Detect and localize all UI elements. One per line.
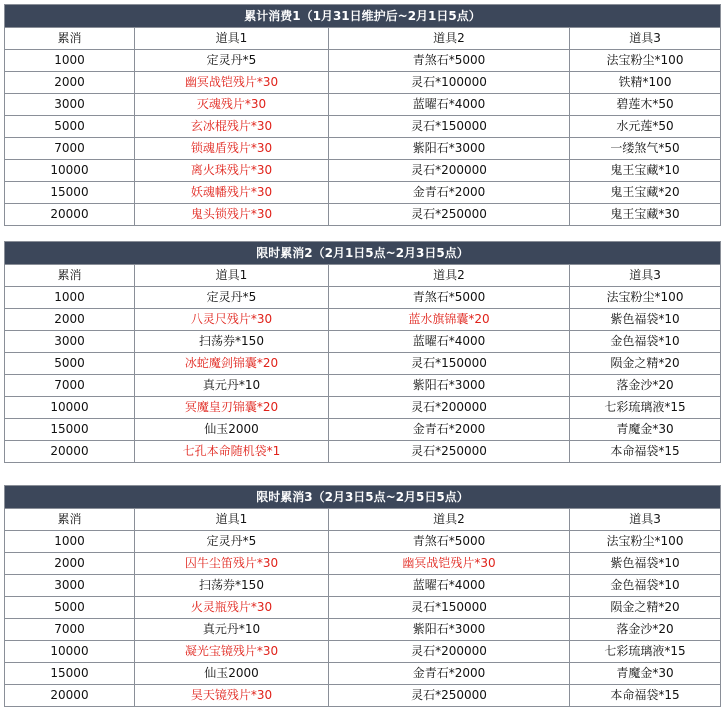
item-cell: 法宝粉尘*100 [570,287,721,309]
table-row [5,50,721,72]
item-cell: 法宝粉尘*100 [570,50,721,72]
item-cell: 仙玉2000 [135,419,329,441]
threshold-cell: 2000 [5,553,135,575]
threshold-cell: 2000 [5,72,135,94]
item-cell: 鬼王宝藏*10 [570,160,721,182]
table-row [5,663,721,685]
threshold-cell: 3000 [5,331,135,353]
item-cell: 定灵丹*5 [135,531,329,553]
header-row [5,509,721,531]
item-cell: 凝光宝镜残片*30 [135,641,329,663]
item-cell: 铁精*100 [570,72,721,94]
item-cell: 玄冰棍残片*30 [135,116,329,138]
item-cell: 七彩琉璃液*15 [570,397,721,419]
item-cell: 本命福袋*15 [570,685,721,707]
item-cell: 蓝曜石*4000 [329,331,570,353]
item-cell: 定灵丹*5 [135,287,329,309]
item-cell: 青煞石*5000 [329,50,570,72]
item-cell: 灵石*250000 [329,685,570,707]
item-cell: 灵石*150000 [329,353,570,375]
table-row [5,116,721,138]
threshold-cell: 2000 [5,309,135,331]
threshold-cell: 5000 [5,597,135,619]
item-cell: 灵石*250000 [329,204,570,226]
item-cell: 蓝水旗锦囊*20 [329,309,570,331]
table-row [5,72,721,94]
reward-table-1 [4,4,721,226]
reward-table-3 [4,485,721,707]
item-cell: 灵石*200000 [329,397,570,419]
item-cell: 幽冥战铠残片*30 [135,72,329,94]
item-cell: 金青石*2000 [329,663,570,685]
table-row [5,619,721,641]
threshold-cell: 20000 [5,204,135,226]
table-row [5,287,721,309]
item-cell: 灭魂残片*30 [135,94,329,116]
item-cell: 离火珠残片*30 [135,160,329,182]
threshold-cell: 5000 [5,116,135,138]
item-cell: 陨金之精*20 [570,597,721,619]
item-cell: 真元丹*10 [135,619,329,641]
item-cell: 昊天镜残片*30 [135,685,329,707]
threshold-cell: 20000 [5,441,135,463]
table-title: 限时累消3（2月3日5点~2月5日5点） [5,486,721,509]
threshold-cell: 10000 [5,641,135,663]
item-cell: 金青石*2000 [329,182,570,204]
item-cell: 水元莲*50 [570,116,721,138]
item-cell: 扫荡券*150 [135,331,329,353]
table-row [5,397,721,419]
item-cell: 陨金之精*20 [570,353,721,375]
threshold-cell: 3000 [5,575,135,597]
threshold-cell: 15000 [5,182,135,204]
column-header: 道具2 [329,28,570,50]
table-row [5,685,721,707]
table-row [5,597,721,619]
item-cell: 法宝粉尘*100 [570,531,721,553]
item-cell: 八灵尺残片*30 [135,309,329,331]
table-row [5,353,721,375]
threshold-cell: 1000 [5,287,135,309]
column-header: 累消 [5,265,135,287]
threshold-cell: 1000 [5,531,135,553]
item-cell: 冰蛇魔剑锦囊*20 [135,353,329,375]
item-cell: 金色福袋*10 [570,575,721,597]
item-cell: 紫色福袋*10 [570,553,721,575]
item-cell: 扫荡券*150 [135,575,329,597]
item-cell: 青煞石*5000 [329,531,570,553]
item-cell: 青魔金*30 [570,663,721,685]
table-title: 累计消费1（1月31日维护后~2月1日5点） [5,5,721,28]
reward-table-2 [4,241,721,463]
threshold-cell: 3000 [5,94,135,116]
item-cell: 囚牛尘笛残片*30 [135,553,329,575]
threshold-cell: 10000 [5,397,135,419]
threshold-cell: 1000 [5,50,135,72]
item-cell: 本命福袋*15 [570,441,721,463]
item-cell: 蓝曜石*4000 [329,575,570,597]
table-row [5,331,721,353]
item-cell: 灵石*200000 [329,641,570,663]
item-cell: 一缕煞气*50 [570,138,721,160]
threshold-cell: 5000 [5,353,135,375]
table-title: 限时累消2（2月1日5点~2月3日5点） [5,242,721,265]
item-cell: 紫色福袋*10 [570,309,721,331]
item-cell: 鬼王宝藏*30 [570,204,721,226]
item-cell: 鬼王宝藏*20 [570,182,721,204]
item-cell: 七彩琉璃液*15 [570,641,721,663]
column-header: 道具3 [570,28,721,50]
column-header: 累消 [5,28,135,50]
table-row [5,575,721,597]
item-cell: 碧莲木*50 [570,94,721,116]
item-cell: 紫阳石*3000 [329,138,570,160]
table-row [5,441,721,463]
item-cell: 幽冥战铠残片*30 [329,553,570,575]
table-row [5,553,721,575]
table-row [5,641,721,663]
item-cell: 金青石*2000 [329,419,570,441]
threshold-cell: 7000 [5,619,135,641]
column-header: 道具1 [135,509,329,531]
item-cell: 灵石*250000 [329,441,570,463]
item-cell: 紫阳石*3000 [329,619,570,641]
item-cell: 定灵丹*5 [135,50,329,72]
table-row [5,419,721,441]
threshold-cell: 15000 [5,419,135,441]
item-cell: 金色福袋*10 [570,331,721,353]
item-cell: 落金沙*20 [570,619,721,641]
column-header: 道具1 [135,265,329,287]
table-row [5,94,721,116]
item-cell: 落金沙*20 [570,375,721,397]
table-row [5,182,721,204]
threshold-cell: 7000 [5,375,135,397]
item-cell: 火灵瓶残片*30 [135,597,329,619]
column-header: 道具2 [329,509,570,531]
threshold-cell: 20000 [5,685,135,707]
table-row [5,309,721,331]
column-header: 道具2 [329,265,570,287]
item-cell: 蓝曜石*4000 [329,94,570,116]
item-cell: 青魔金*30 [570,419,721,441]
item-cell: 冥魔皇刃锦囊*20 [135,397,329,419]
table-row [5,531,721,553]
threshold-cell: 15000 [5,663,135,685]
table-row [5,375,721,397]
header-row [5,265,721,287]
item-cell: 紫阳石*3000 [329,375,570,397]
column-header: 道具1 [135,28,329,50]
column-header: 道具3 [570,509,721,531]
table-row [5,160,721,182]
header-row [5,28,721,50]
item-cell: 鬼头锁残片*30 [135,204,329,226]
table-row [5,138,721,160]
item-cell: 灵石*150000 [329,116,570,138]
item-cell: 妖魂幡残片*30 [135,182,329,204]
item-cell: 灵石*200000 [329,160,570,182]
column-header: 道具3 [570,265,721,287]
column-header: 累消 [5,509,135,531]
item-cell: 真元丹*10 [135,375,329,397]
item-cell: 青煞石*5000 [329,287,570,309]
item-cell: 仙玉2000 [135,663,329,685]
threshold-cell: 7000 [5,138,135,160]
item-cell: 灵石*100000 [329,72,570,94]
item-cell: 锁魂盾残片*30 [135,138,329,160]
threshold-cell: 10000 [5,160,135,182]
table-row [5,204,721,226]
item-cell: 灵石*150000 [329,597,570,619]
item-cell: 七孔本命随机袋*1 [135,441,329,463]
